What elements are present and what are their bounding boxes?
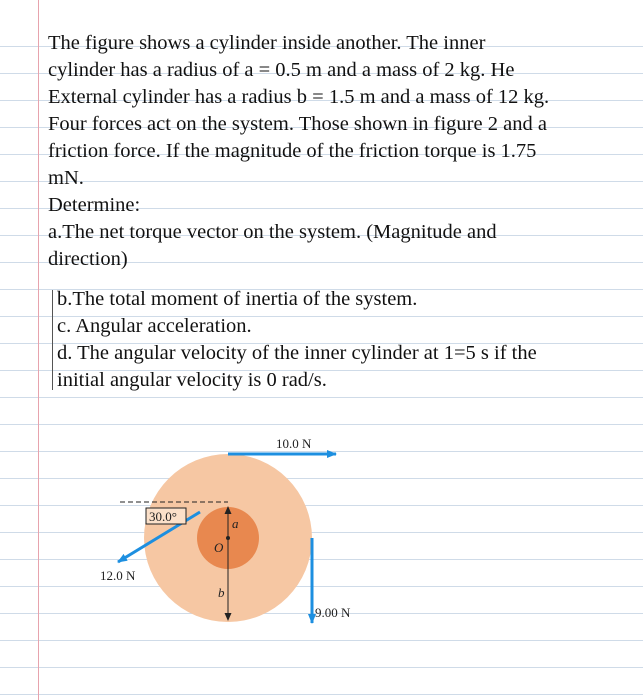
problem-line: External cylinder has a radius b = 1.5 m and a mass of 12 kg. [48,86,550,108]
problem-line: Four forces act on the system. Those shown in figure 2 and a [48,113,547,135]
notebook-margin-line [38,0,39,700]
problem-line: The figure shows a cylinder inside another. The inner [48,32,486,54]
question-d-continued: initial angular velocity is 0 rad/s. [57,369,327,391]
angle-label: 30.0° [149,509,177,524]
center-o-label: O [214,540,224,555]
problem-statement [48,30,633,273]
cylinder-figure [90,430,410,640]
question-c: c. Angular acceleration. [57,315,252,337]
question-b: b.The total moment of inertia of the system. [57,288,418,310]
determine-heading: Determine: [48,194,141,216]
radius-b-label: b [218,585,225,600]
force-right-label: 9.00 N [315,605,351,620]
question-a: a.The net torque vector on the system. (Magnitude and [48,221,497,243]
question-d: d. The angular velocity of the inner cylinder at 1=5 s if the [57,342,537,364]
problem-line: cylinder has a radius of a = 0.5 m and a mass of 2 kg. He [48,59,515,81]
cylinder-diagram [90,430,410,640]
question-a-continued: direction) [48,248,128,270]
center-point [226,536,230,540]
radius-a-label: a [232,516,239,531]
problem-line: mN. [48,167,84,189]
problem-line: friction force. If the magnitude of the friction torque is 1.75 [48,140,537,162]
question-list [57,286,627,394]
list-indent-bar [52,290,53,390]
force-top-label: 10.0 N [276,436,312,451]
force-left-label: 12.0 N [100,568,136,583]
